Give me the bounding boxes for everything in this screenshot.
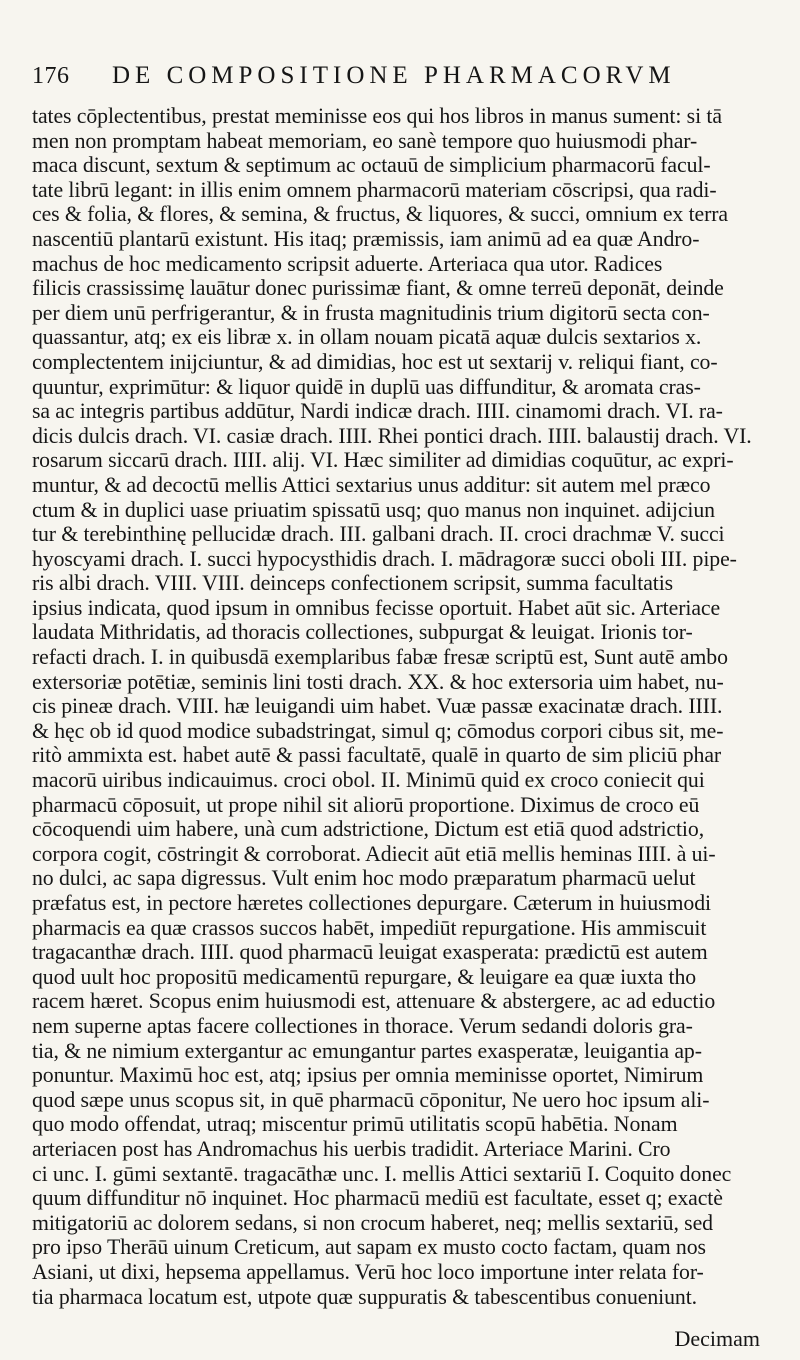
text-line: filicis crassissimę lauātur donec purissimæ fiant, & omne terreū deponāt, deinde bbox=[32, 276, 724, 301]
text-line: hyoscyami drach. I. succi hypocysthidis drach. I. mādragoræ succi oboli III. pipe- bbox=[32, 546, 737, 571]
text-line: tia, & ne nimium extergantur ac emungantur partes exasperatæ, leuigantia ap- bbox=[32, 1038, 702, 1063]
text-line: laudata Mithridatis, ad thoracis collectiones, subpurgat & leuigat. Irionis tor- bbox=[32, 620, 693, 645]
text-line: ces & folia, & flores, & semina, & fructus, & liquores, & succi, omnium ex terra bbox=[32, 202, 728, 227]
text-line: no dulci, ac sapa digressus. Vult enim hoc modo præparatum pharmacū uelut bbox=[32, 866, 696, 891]
text-line: corpora cogit, cōstringit & corroborat. Adiecit aūt etiā mellis heminas IIII. à ui- bbox=[32, 841, 716, 866]
text-line: ritò ammixta est. habet autē & passi facultatē, qualē in quarto de sim pliciū phar bbox=[32, 743, 722, 768]
text-line: nascentiū plantarū existunt. His itaq; præmissis, iam animū ad ea quæ Andro- bbox=[32, 226, 700, 251]
text-line: Asiani, ut dixi, hepsema appellamus. Verū hoc loco importune inter relata for- bbox=[32, 1259, 704, 1284]
text-line: ponuntur. Maximū hoc est, atq; ipsius per omnia meminisse oportet, Nimirum bbox=[32, 1063, 704, 1088]
text-line: muntur, & ad decoctū mellis Attici sextarius unus additur: sit autem mel præco bbox=[32, 472, 711, 497]
text-line: machus de hoc medicamento scripsit aduerte. Arteriaca qua utor. Radices bbox=[32, 251, 663, 276]
running-title: DE COMPOSITIONE PHARMACORVM bbox=[112, 62, 676, 89]
page-number: 176 bbox=[32, 63, 70, 89]
text-line: quo modo offendat, utraq; miscentur primū utilitatis scopū habētia. Nonam bbox=[32, 1112, 678, 1137]
text-line: tragacanthæ drach. IIII. quod pharmacū leuigat exasperata: prædictū est autem bbox=[32, 940, 708, 965]
text-block bbox=[32, 104, 780, 1309]
text-line: racem hæret. Scopus enim huiusmodi est, attenuare & abstergere, ac ad eductio bbox=[32, 989, 716, 1014]
text-line: complectentem inijciuntur, & ad dimidias, hoc est ut sextarij v. reliqui fiant, co- bbox=[32, 349, 718, 374]
text-line: rosarum siccarū drach. IIII. alij. VI. Hæc similiter ad dimidias coquūtur, ac expri- bbox=[32, 448, 734, 473]
text-line: cōcoquendi uim habere, unà cum adstrictione, Dictum est etiā quod adstrictio, bbox=[32, 817, 705, 842]
text-line: & hęc ob id quod modice subadstringat, simul q; cōmodus corpori cibus sit, me- bbox=[32, 718, 724, 743]
text-line: refacti drach. I. in quibusdā exemplaribus fabæ fresæ scriptū est, Sunt autē ambo bbox=[32, 645, 728, 670]
text-line: dicis dulcis drach. VI. casiæ drach. IIII. Rhei pontici drach. IIII. balaustij drach. VI. bbox=[32, 423, 752, 448]
text-line: quod uult hoc propositū medicamentū repurgare, & leuigare ea quæ iuxta tho bbox=[32, 964, 697, 989]
text-line: ctum & in duplici uase priuatim spissatū usq; quo manus non inquinet. adijciun bbox=[32, 497, 715, 522]
text-line: cis pineæ drach. VIII. hæ leuigandi uim habet. Vuæ passæ exacinatæ drach. IIII. bbox=[32, 694, 723, 719]
text-line: præfatus est, in pectore hæretes collectiones depurgare. Cæterum in huiusmodi bbox=[32, 891, 711, 915]
text-line: tia pharmaca locatum est, utpote quæ suppuratis & tabescentibus conueniunt. bbox=[32, 1284, 698, 1309]
text-line: arteriacen post has Andromachus his uerbis tradidit. Arteriace Marini. Cro bbox=[32, 1136, 671, 1161]
text-line: quassantur, atq; ex eis libræ x. in ollam nouam picatā aquæ dulcis sextarios x. bbox=[32, 325, 702, 350]
text-line: tates cōplectentibus, prestat meminisse eos qui hos libros in manus sument: si tā bbox=[32, 104, 722, 128]
text-line: maca discunt, sextum & septimum ac octauū de simplicium pharmacorū facul- bbox=[32, 153, 711, 178]
text-line: quod sæpe unus scopus sit, in quē pharmacū cōponitur, Ne uero hoc ipsum ali- bbox=[32, 1087, 710, 1112]
text-line: ris albi drach. VIII. VIII. deinceps confectionem scripsit, summa facultatis bbox=[32, 571, 674, 596]
text-line: tur & terebinthinę pellucidæ drach. III. galbani drach. II. croci drachmæ V. succi bbox=[32, 522, 725, 547]
text-line: ci unc. I. gūmi sextantē. tragacāthæ unc. I. mellis Attici sextariū I. Coquito donec bbox=[32, 1161, 732, 1186]
text-line: tate librū legant: in illis enim omnem pharmacorū materiam cōscripsi, qua radi- bbox=[32, 177, 717, 202]
text-line: extersoriæ potētiæ, seminis lini tosti drach. XX. & hoc extersoria uim habet, nu- bbox=[32, 669, 724, 694]
text-line: pharmacis ea quæ crassos succos habēt, impediūt repurgatione. His ammiscuit bbox=[32, 915, 707, 940]
text-line: mitigatoriū ac dolorem sedans, si non crocum haberet, neq; mellis sextariū, sed bbox=[32, 1210, 713, 1235]
text-line: per diem unū perfrigerantur, & in frusta magnitudinis trium digitorū secta con- bbox=[32, 300, 710, 325]
text-line: pharmacū cōposuit, ut prope nihil sit aliorū proportione. Diximus de croco eū bbox=[32, 792, 700, 817]
text-line: quuntur, exprimūtur: & liquor quidē in duplū uas diffunditur, & aromata cras- bbox=[32, 374, 701, 399]
text-line: pro ipso Therāū uinum Creticum, aut sapam ex musto cocto factam, quam nos bbox=[32, 1235, 706, 1260]
text-line: macorū uiribus indicauimus. croci obol. II. Minimū quid ex croco coniecit qui bbox=[32, 768, 705, 793]
catchword: Decimam bbox=[674, 1326, 760, 1351]
text-line: ipsius indicata, quod ipsum in omnibus fecisse oportuit. Habet aūt sic. Arteriace bbox=[32, 595, 721, 620]
text-line: quum diffunditur nō inquinet. Hoc pharmacū mediū est facultate, esset q; exactè bbox=[32, 1186, 723, 1211]
text-line: men non promptam habeat memoriam, eo sanè tempore quo huiusmodi phar- bbox=[32, 128, 698, 153]
text-line: sa ac integris partibus addūtur, Nardi indicæ drach. IIII. cinamomi drach. VI. ra- bbox=[32, 399, 723, 424]
running-header bbox=[32, 62, 780, 102]
text-line: nem superne aptas facere collectiones in thorace. Verum sedandi doloris gra- bbox=[32, 1013, 693, 1038]
